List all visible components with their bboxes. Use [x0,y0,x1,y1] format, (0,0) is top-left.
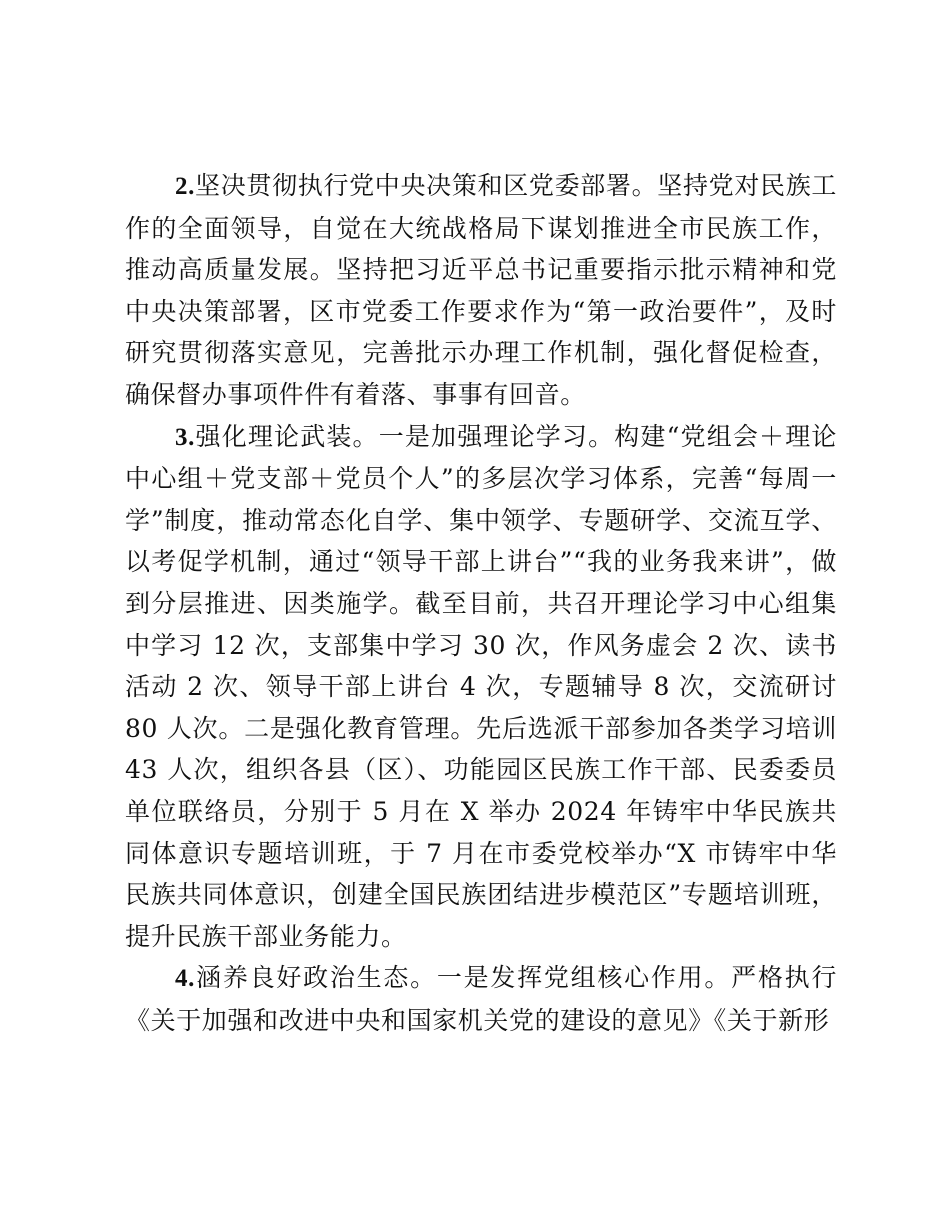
paragraph-text: 涵养良好政治生态。一是发挥党组核心作用。严格执行《关于加强和改进中央和国家机关党的建设的意见》《关于新形 [125,963,837,1035]
paragraph-number: 4. [175,965,195,993]
paragraph-text: 坚决贯彻执行党中央决策和区党委部署。坚持党对民族工作的全面领导，自觉在大统战格局下谋划推进全市民族工作，推动高质量发展。坚持把习近平总书记重要指示批示精神和党中央决策部署，区市党委工作要求作为“第一政治要件”，及时研究贯彻落实意见，完善批示办理工作机制，强化督促检查，确保督办事项件件有着落、事事有回音。 [125,171,837,409]
paragraph-number: 2. [175,173,195,200]
paragraph-2 [125,165,837,416]
paragraph-3 [125,416,837,958]
paragraph-text: 强化理论武装。一是加强理论学习。构建“党组会＋理论中心组＋党支部＋党员个人”的多层次学习体系，完善“每周一学”制度，推动常态化自学、集中领学、专题研学、交流互学、以考促学机制，通过“领导干部上讲台”“我的业务我来讲”，做到分层推进、因类施学。截至目前，共召开理论学习中心组集中学习 12 次，支部集中学习 30 次，作风务虚会 2 次、读书活动 2 次、领导干部上讲台 4 次，专题辅导 8 次，交流研讨 80 人次。二是强化教育管理。先后选派干部参加各类学习培训 43 人次，组织各县（区）、功能园区民族工作干部、民委委员单位联络员，分别于 5 月在 X 举办 2024 年铸牢中华民族共同体意识专题培训班，于 7 月在市委党校举办“X 市铸牢中华民族共同体意识，创建全国民族团结进步模范区”专题培训班，提升民族干部业务能力。 [125,421,837,951]
paragraph-number: 3. [175,423,195,451]
paragraph-4 [125,957,837,1041]
document-body [125,165,837,1041]
